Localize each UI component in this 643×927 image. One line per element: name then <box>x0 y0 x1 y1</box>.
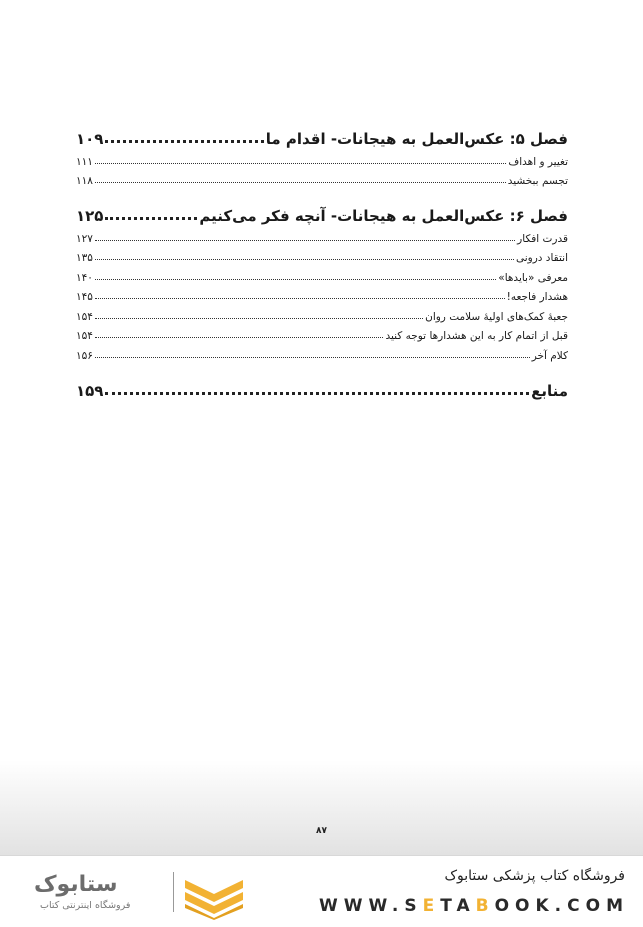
toc-entry[interactable] <box>76 245 568 265</box>
toc-entry[interactable] <box>76 264 568 284</box>
entry-title: تغییر و اهداف <box>508 155 568 168</box>
brand-tagline: فروشگاه اینترنتی کتاب <box>40 900 131 911</box>
entry-page: ۱۱۱ <box>76 155 93 168</box>
toc-entry[interactable] <box>76 303 568 323</box>
leader-dots <box>95 318 423 319</box>
leader-dots <box>105 392 529 395</box>
entry-page: ۱۵۴ <box>76 330 93 342</box>
website-url[interactable] <box>319 896 629 916</box>
entry-title: تجسم ببخشید <box>507 175 568 187</box>
logo-divider <box>173 872 174 912</box>
url-accent: B <box>475 896 495 916</box>
toc-entry[interactable] <box>76 323 568 343</box>
entry-title: کلام آخر <box>531 349 568 362</box>
references-title: منابع <box>531 381 568 400</box>
leader-dots <box>95 163 506 164</box>
entry-page: ۱۲۷ <box>76 232 93 245</box>
leader-dots <box>95 182 506 183</box>
references-page: ۱۵۹ <box>76 381 104 400</box>
leader-dots <box>95 298 505 299</box>
leader-dots <box>95 337 384 338</box>
toc-entry[interactable] <box>76 148 568 168</box>
chapter-title: فصل ۵: عکس‌العمل به هیجانات- اقدام ما <box>265 130 568 148</box>
chapter-title: فصل ۶: عکس‌العمل به هیجانات- آنچه فکر می‌کنیم <box>199 207 568 225</box>
toc-entry[interactable] <box>76 225 568 245</box>
leader-dots <box>95 259 514 260</box>
leader-dots <box>95 279 496 280</box>
chapter-page: ۱۰۹ <box>76 130 104 148</box>
entry-page: ۱۱۸ <box>76 175 93 187</box>
toc-entry[interactable] <box>76 168 568 188</box>
entry-page: ۱۴۵ <box>76 291 93 303</box>
leader-dots <box>105 140 263 143</box>
entry-page: ۱۵۶ <box>76 349 93 362</box>
toc-chapter-6[interactable] <box>76 201 568 225</box>
brand-wordmark: ستابوک <box>34 872 118 897</box>
entry-page: ۱۴۰ <box>76 271 93 284</box>
leader-dots <box>95 240 515 241</box>
toc-chapter-5[interactable] <box>76 124 568 148</box>
chapter-page: ۱۲۵ <box>76 207 104 225</box>
toc-entry[interactable] <box>76 342 568 362</box>
leader-dots <box>95 357 530 358</box>
leader-dots <box>105 217 197 220</box>
entry-page: ۱۵۴ <box>76 310 93 323</box>
toc-entry[interactable] <box>76 284 568 304</box>
entry-title: معرفی «بایدها» <box>498 271 568 284</box>
toc-references[interactable] <box>76 376 568 400</box>
publisher-footer <box>0 855 643 927</box>
entry-title: انتقاد درونی <box>515 252 568 264</box>
entry-title: قدرت افکار <box>517 232 568 245</box>
url-text: WWW.S <box>319 896 423 916</box>
url-accent: E <box>422 896 441 916</box>
entry-title: هشدار فاجعه! <box>506 291 568 303</box>
url-text: TA <box>440 896 476 916</box>
book-logo-icon <box>183 874 245 920</box>
table-of-contents <box>76 124 568 400</box>
entry-page: ۱۳۵ <box>76 252 93 264</box>
page-number: ۸۷ <box>316 826 327 836</box>
entry-title: جعبهٔ کمک‌های اولیهٔ سلامت روان <box>425 310 568 323</box>
url-text: OOK.COM <box>494 896 629 916</box>
shop-name: فروشگاه کتاب پزشکی ستابوک <box>444 868 625 884</box>
entry-title: قبل از اتمام کار به این هشدارها توجه کنید <box>385 330 568 342</box>
